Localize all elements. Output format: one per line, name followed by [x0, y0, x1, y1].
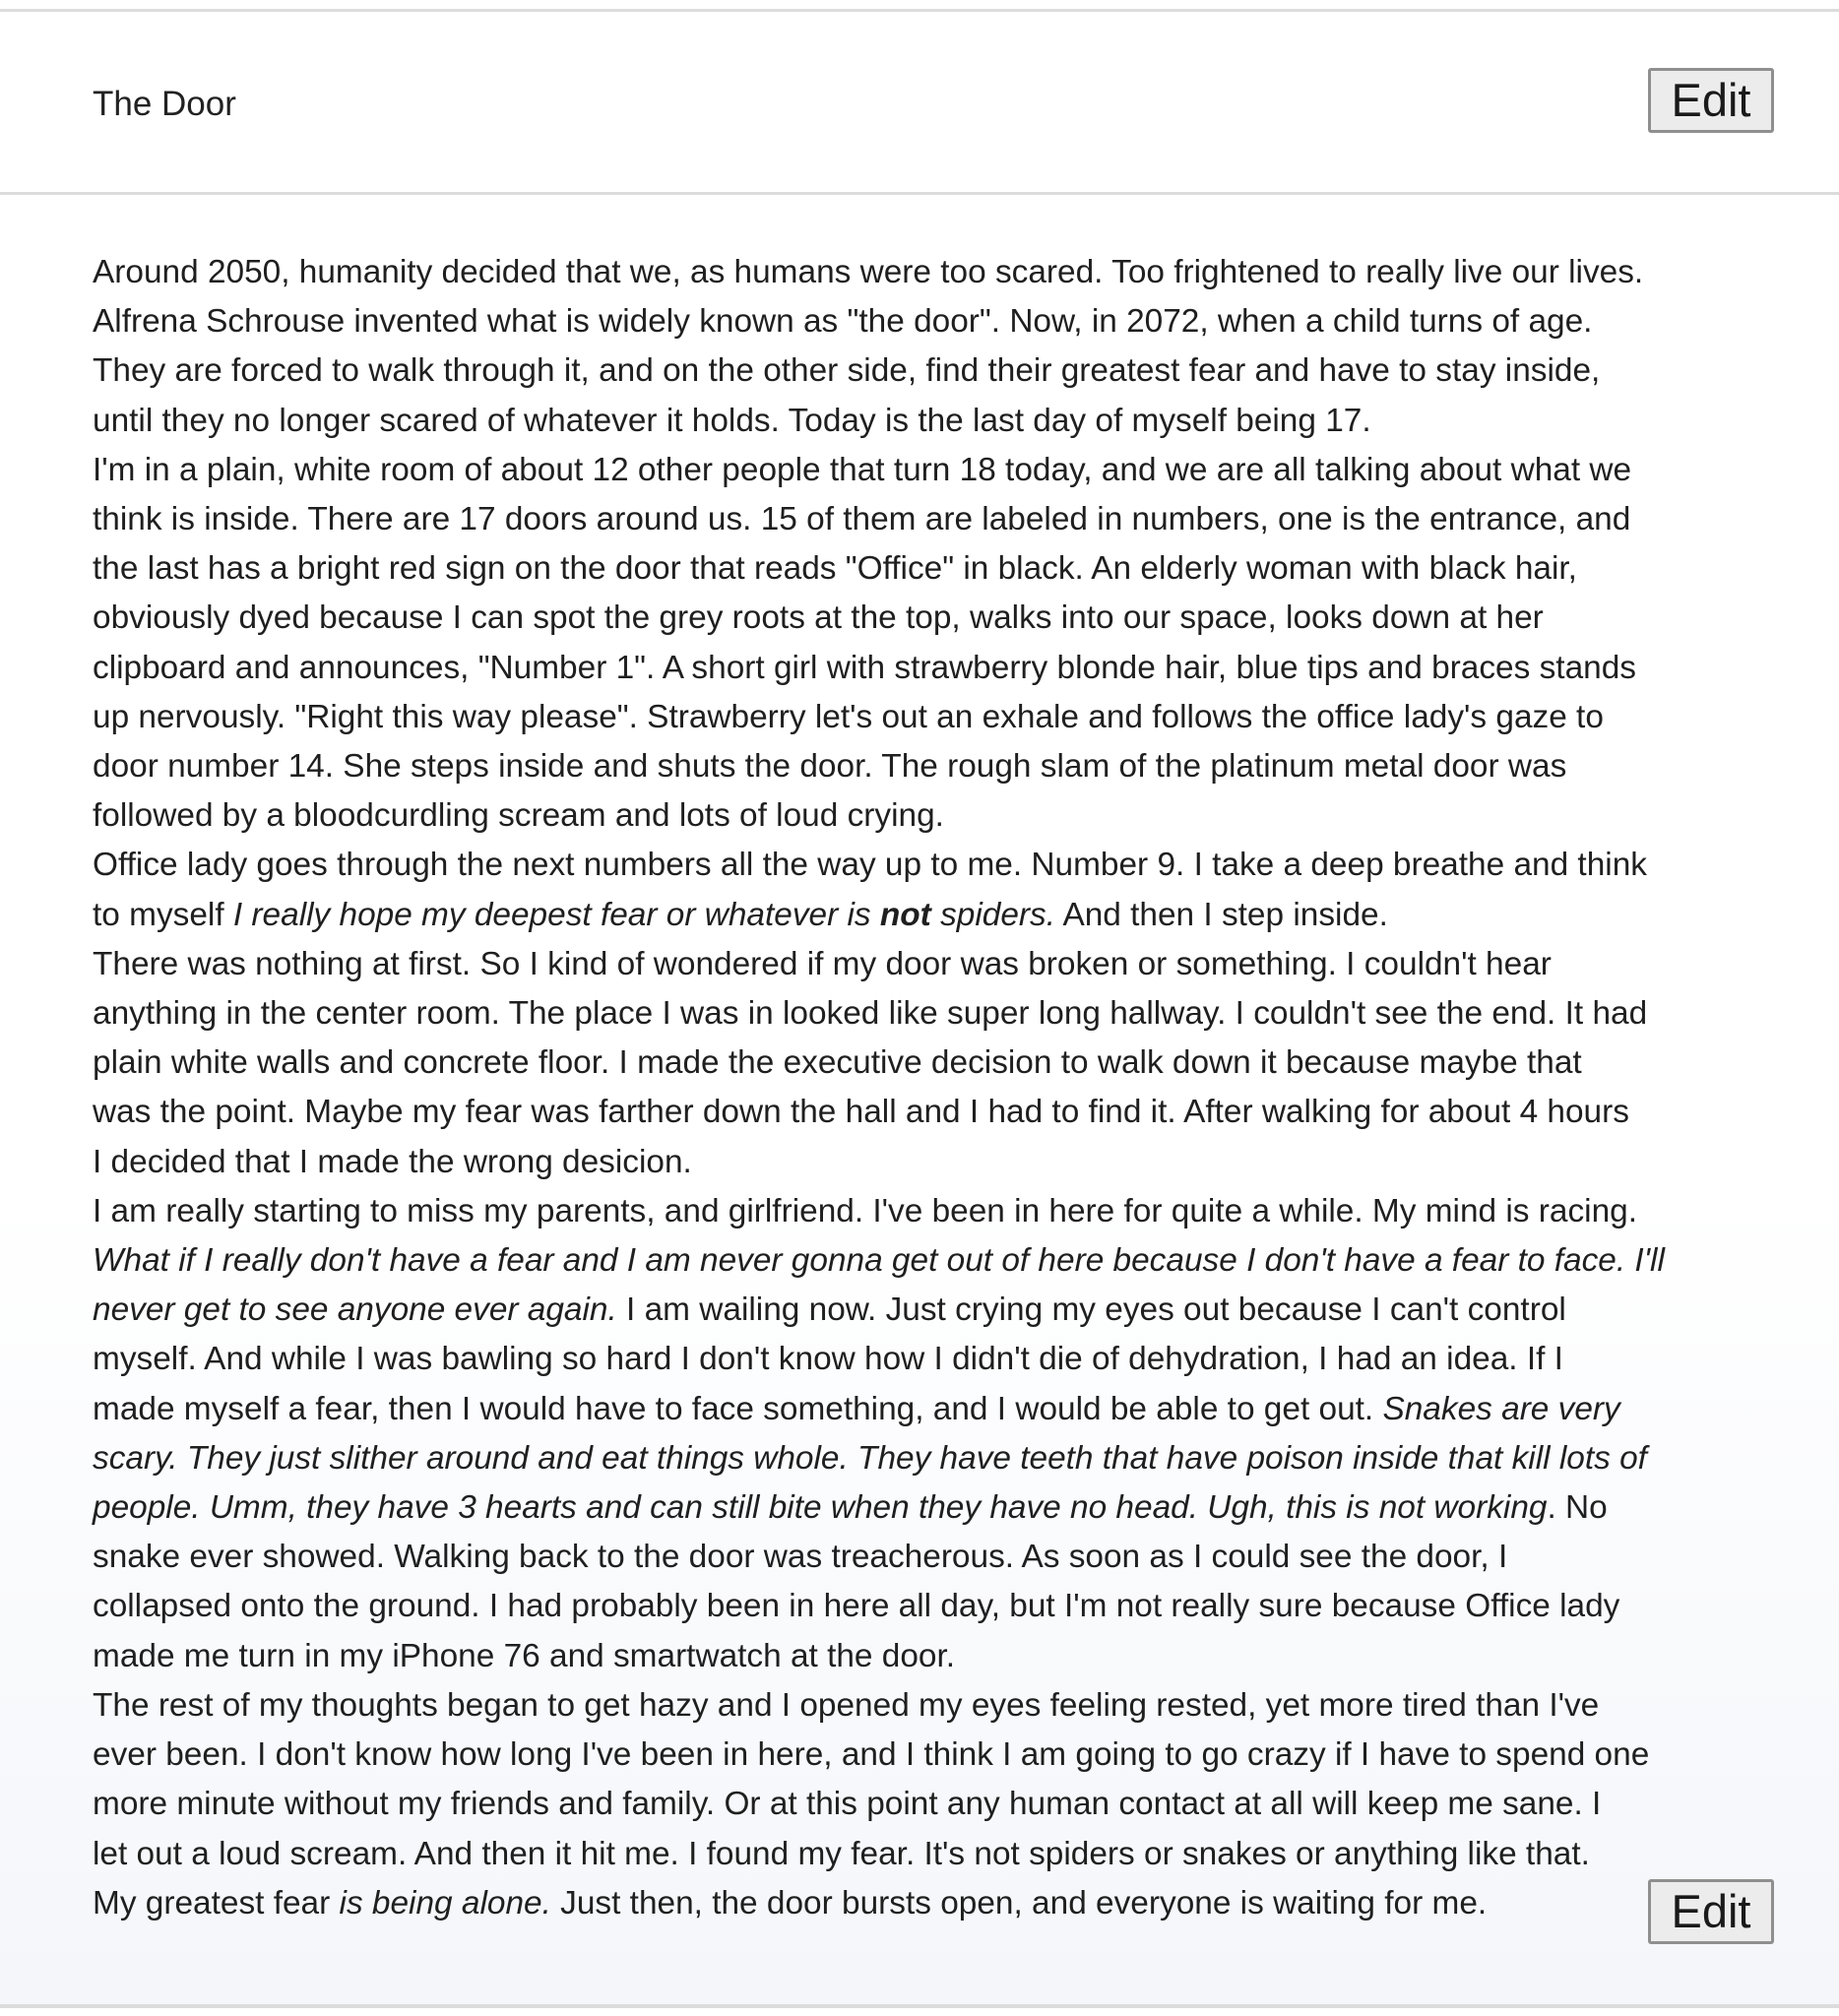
bottom-border	[0, 2004, 1839, 2008]
story-line: door number 14. She steps inside and shuts the door. The rough slam of the platinum metal door was	[93, 748, 1567, 786]
page-title: The Door	[93, 85, 236, 123]
italic-thought: is being alone.	[339, 1884, 551, 1922]
story-line: collapsed onto the ground. I had probably been in here all day, but I'm not really sure because Office lady	[93, 1588, 1620, 1625]
story-line	[93, 1879, 1786, 1928]
text-segment: Just then, the door bursts open, and everyone is waiting for me.	[550, 1884, 1488, 1922]
story-line: The rest of my thoughts began to get hazy and I opened my eyes feeling rested, yet more tired than I've	[93, 1686, 1600, 1724]
edit-button-bottom[interactable]: Edit	[1648, 1879, 1774, 1944]
story-body	[93, 248, 1786, 1928]
story-line	[93, 1385, 1786, 1434]
story-line: made me turn in my iPhone 76 and smartwatch at the door.	[93, 1637, 956, 1674]
text-segment: to myself	[93, 896, 233, 933]
story-panel	[0, 195, 1839, 2006]
story-line: was the point. Maybe my fear was farther down the hall and I had to find it. After walking for about 4 hours	[93, 1094, 1629, 1131]
story-line: Around 2050, humanity decided that we, as humans were too scared. Too frightened to really live our lives.	[93, 254, 1644, 290]
story-line: myself. And while I was bawling so hard I don't know how I didn't die of dehydration, I had an idea. If I	[93, 1341, 1563, 1378]
italic-thought: What if I really don't have a fear and I am never gonna get out of here because I don't have a fear to face. I'll	[93, 1242, 1665, 1280]
story-line: I am really starting to miss my parents, and girlfriend. I've been in here for quite a while. My mind is racing.	[93, 1192, 1637, 1229]
italic-thought: people. Umm, they have 3 hearts and can still bite when they have no head. Ugh, this is not working	[93, 1489, 1548, 1527]
story-line: the last has a bright red sign on the door that reads "Office" in black. An elderly woman with black hair,	[93, 550, 1577, 588]
italic-thought: I really hope my deepest fear or whatever is	[232, 896, 880, 933]
text-segment: . No	[1547, 1489, 1608, 1527]
story-line: plain white walls and concrete floor. I made the executive decision to walk down it because maybe that	[93, 1044, 1582, 1082]
story-line: anything in the center room. The place I was in looked like super long hallway. I couldn't see the end. It had	[93, 995, 1648, 1033]
text-segment: And then I step inside.	[1055, 896, 1388, 933]
italic-thought: scary. They just slither around and eat things whole. They have teeth that have poison inside that kill lots of	[93, 1439, 1647, 1477]
story-line: more minute without my friends and family. Or at this point any human contact at all will keep me sane. I	[93, 1786, 1602, 1823]
text-segment: made myself a fear, then I would have to face something, and I would be able to get out.	[93, 1390, 1383, 1427]
edit-button-top[interactable]: Edit	[1648, 68, 1774, 133]
story-line	[93, 1236, 1786, 1286]
post-header	[0, 12, 1839, 192]
story-line: They are forced to walk through it, and on the other side, find their greatest fear and have to stay inside,	[93, 352, 1601, 390]
text-segment: I am wailing now. Just crying my eyes out because I can't control	[616, 1292, 1566, 1329]
story-line	[93, 1434, 1786, 1483]
story-line	[93, 891, 1786, 940]
story-line: There was nothing at first. So I kind of wondered if my door was broken or something. I couldn't hear	[93, 945, 1552, 982]
story-line: I decided that I made the wrong desicion.	[93, 1143, 692, 1180]
story-line: think is inside. There are 17 doors around us. 15 of them are labeled in numbers, one is the entrance, and	[93, 501, 1631, 538]
story-line	[93, 1483, 1786, 1533]
bold-emphasis: not	[879, 896, 931, 933]
story-line: Office lady goes through the next numbers all the way up to me. Number 9. I take a deep breathe and think	[93, 847, 1647, 884]
story-line: Alfrena Schrouse invented what is widely known as "the door". Now, in 2072, when a child turns of age.	[93, 303, 1593, 341]
italic-thought: Snakes are very	[1382, 1390, 1620, 1427]
story-line: I'm in a plain, white room of about 12 other people that turn 18 today, and we are all talking about what we	[93, 451, 1632, 488]
story-line: until they no longer scared of whatever it holds. Today is the last day of myself being 17.	[93, 402, 1371, 439]
story-line: followed by a bloodcurdling scream and lots of loud crying.	[93, 797, 944, 835]
story-line	[93, 1286, 1786, 1335]
story-line: ever been. I don't know how long I've been in here, and I think I am going to go crazy if I have to spend one	[93, 1736, 1650, 1774]
italic-thought: never get to see anyone ever again.	[93, 1292, 617, 1329]
story-line: let out a loud scream. And then it hit me. I found my fear. It's not spiders or snakes or anything like that.	[93, 1835, 1590, 1872]
text-segment: My greatest fear	[93, 1884, 340, 1922]
story-line: up nervously. "Right this way please". Strawberry let's out an exhale and follows the office lady's gaze to	[93, 698, 1604, 735]
story-line: obviously dyed because I can spot the grey roots at the top, walks into our space, looks down at her	[93, 599, 1544, 637]
italic-thought: spiders.	[930, 896, 1056, 933]
story-line: clipboard and announces, "Number 1". A short girl with strawberry blonde hair, blue tips and braces stands	[93, 649, 1636, 686]
story-line: snake ever showed. Walking back to the door was treacherous. As soon as I could see the door, I	[93, 1539, 1508, 1576]
